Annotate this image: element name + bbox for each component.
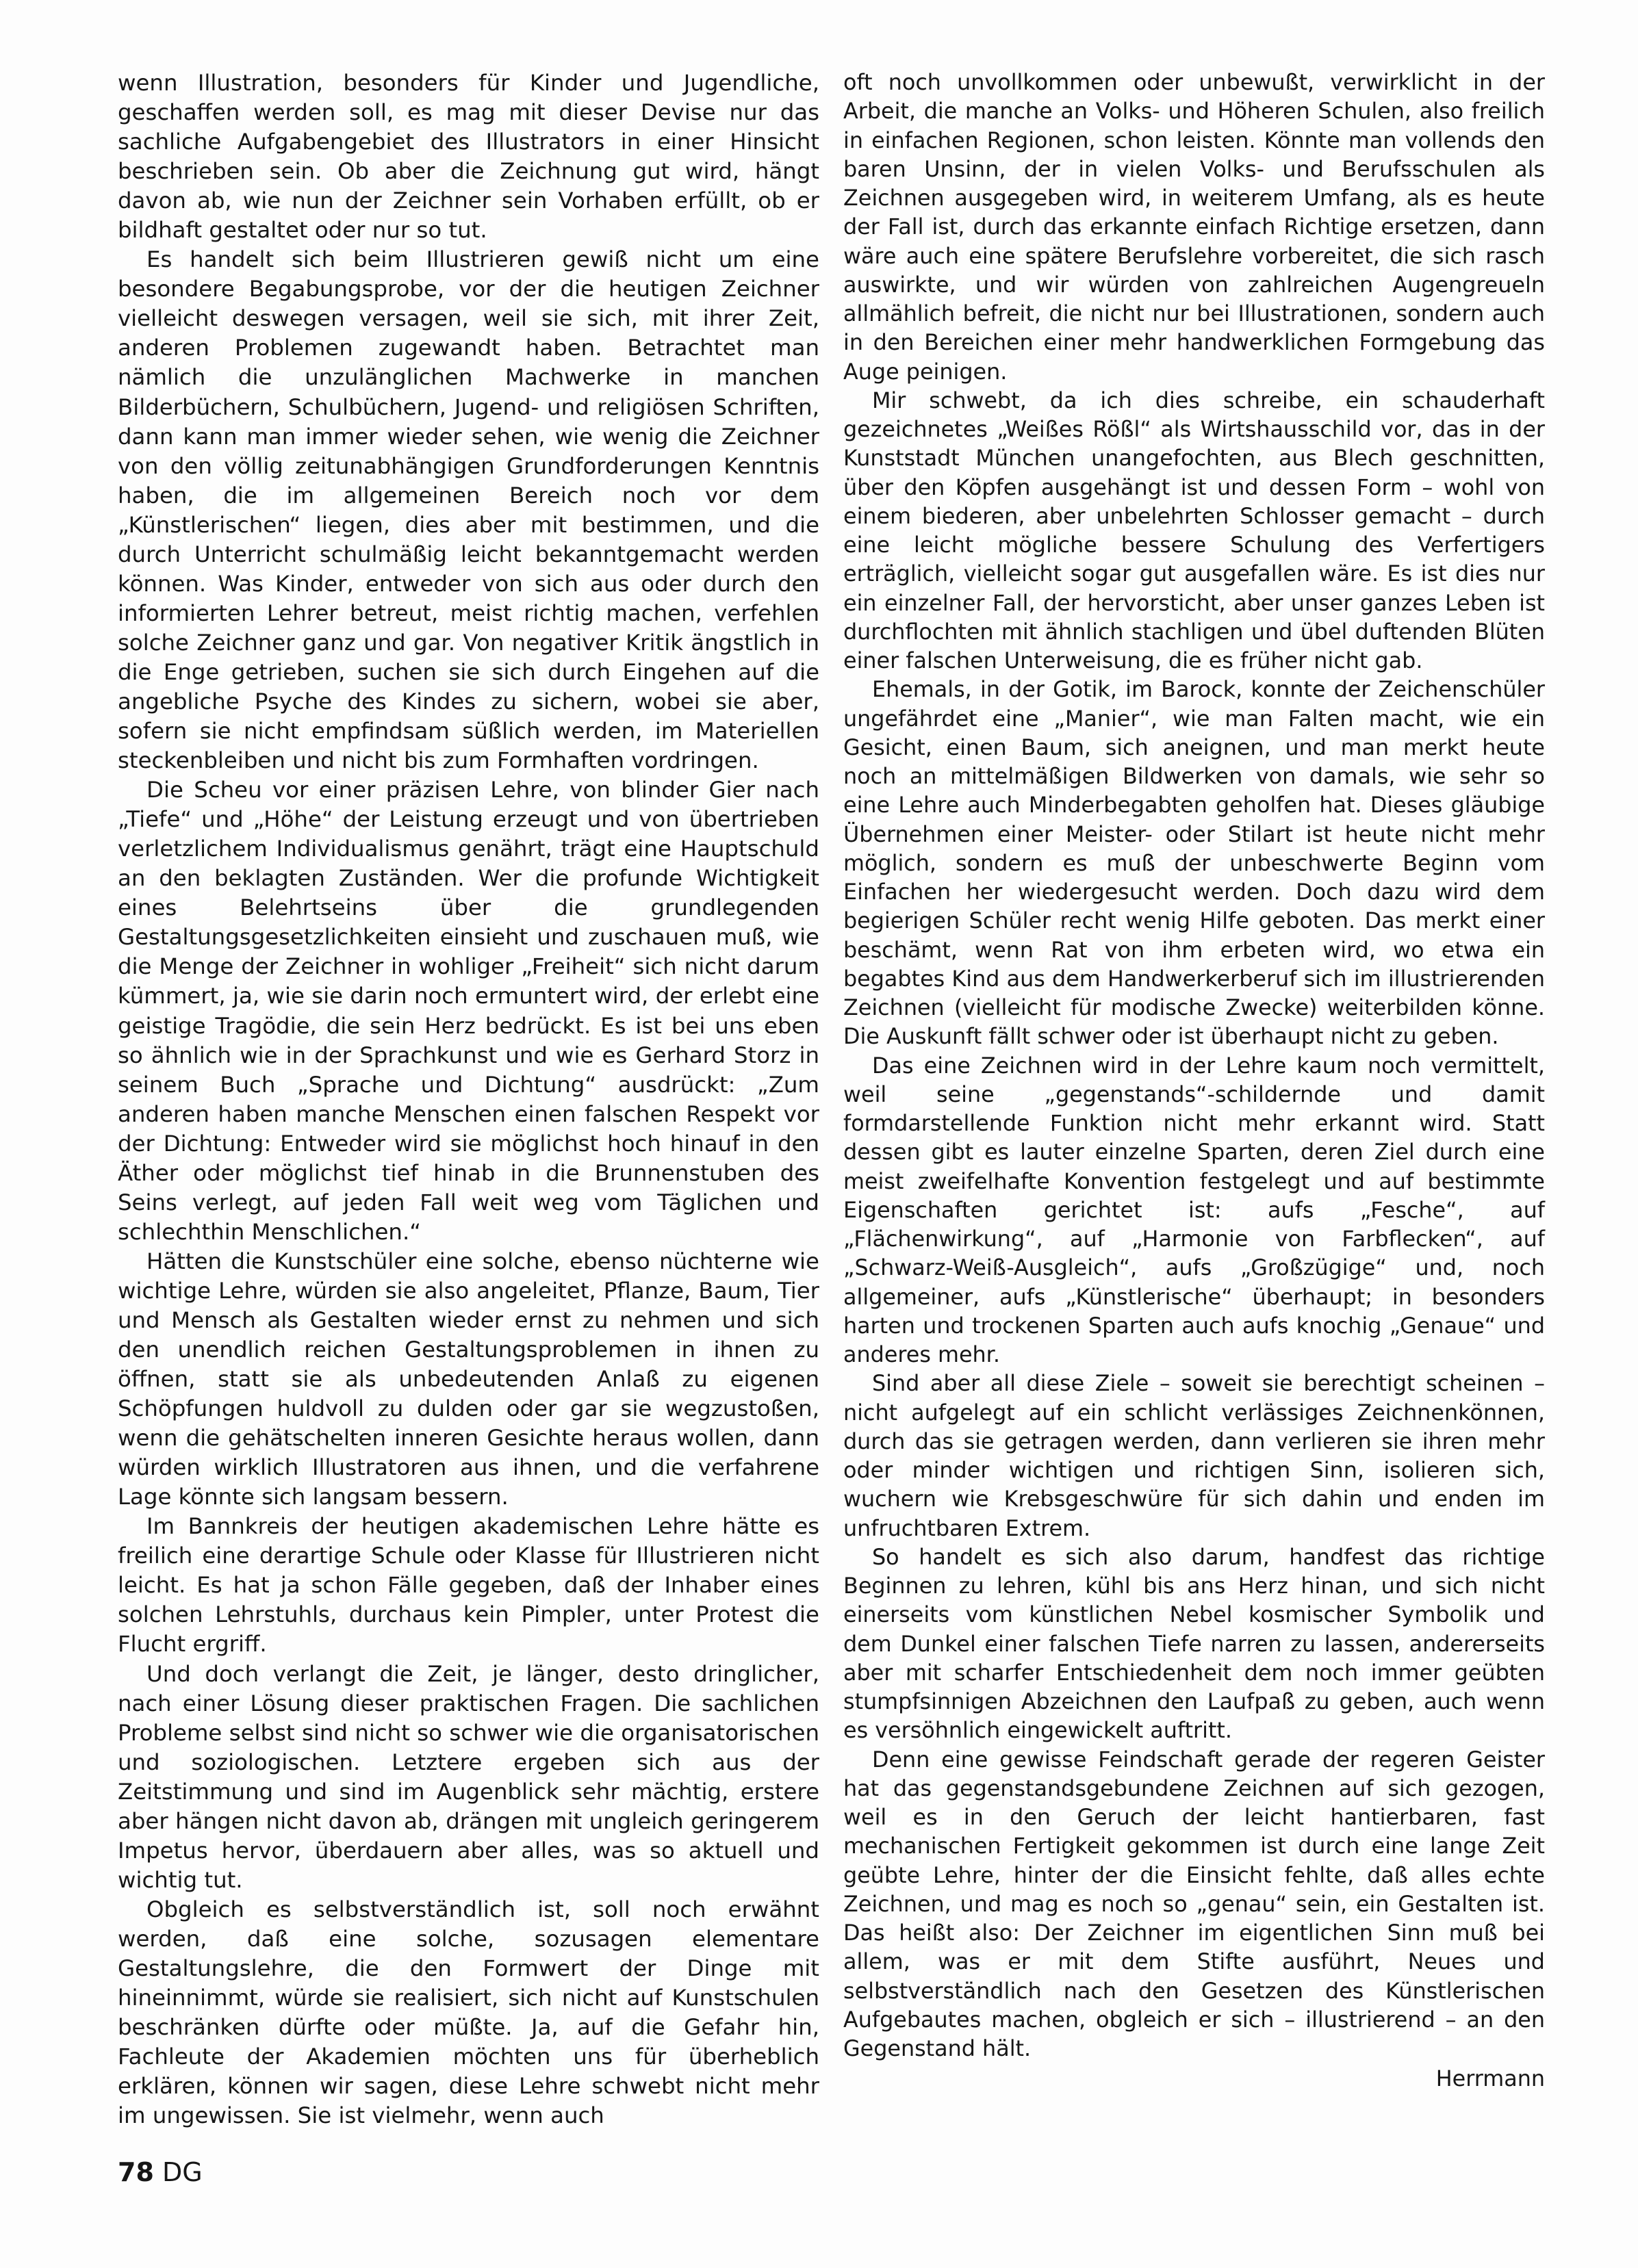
paragraph: Obgleich es selbstverständlich ist, soll noch erwähnt werden, daß eine solche, sozusagen elementare Gestaltungslehre, die den Formwert der Dinge mit hineinnimmt, würde sie realisiert, sich nicht auf Kunstschulen beschränken dürfte oder müßte. Ja, auf die Gefahr hin, Fachleute der Akademien möchten uns für überheblich erklären, können wir sagen, diese Lehre schwebt nicht mehr im ungewissen. Sie ist vielmehr, wenn auch: [118, 1896, 819, 2129]
paragraph: Ehemals, in der Gotik, im Barock, konnte der Zeichenschüler ungefährdet eine „Manier“, wie man Falten macht, wie ein Gesicht, einen Baum, sich aneignen, und man merkt heute noch an mittelmäßigen Bildwerken von damals, wie sehr so eine Lehre auch Minderbegabten geholfen hat. Dieses gläubige Übernehmen einer Meister- oder Stilart ist heute nicht mehr möglich, sondern es muß der unbeschwerte Beginn vom Einfachen her wiedergesucht werden. Doch dazu wird dem begierigen Schüler recht wenig Hilfe geboten. Das merkt einer beschämt, wenn Rat von ihm erbeten wird, wo etwa ein begabtes Kind aus dem Handwerkerberuf sich im illustrierenden Zeichnen (vielleicht für modische Zwecke) weiterbilden könne. Die Auskunft fällt schwer oder ist überhaupt nicht zu geben.: [843, 677, 1545, 1050]
paragraph: Die Scheu vor einer präzisen Lehre, von blinder Gier nach „Tiefe“ und „Höhe“ der Leistung erzeugt und von übertrieben verletzlichem Individualismus genährt, trägt eine Hauptschuld an den beklagten Zuständen. Wer die profunde Wichtigkeit eines Belehrtseins über die grundlegenden Gestaltungsgesetzlichkeiten einsieht und zuschauen muß, wie die Menge der Zeichner in wohliger „Freiheit“ sich nicht darum kümmert, ja, wie sie darin noch ermuntert wird, der erlebt eine geistige Tragödie, die sein Herz bedrückt. Es ist bei uns eben so ähnlich wie in der Sprachkunst und wie es Gerhard Storz in seinem Buch „Sprache und Dichtung“ ausdrückt: „Zum anderen haben manche Menschen einen falschen Respekt vor der Dichtung: Entweder wird sie möglichst hoch hinauf in den Äther oder möglichst tief hinab in die Brunnenstuben des Seins verlegt, auf jeden Fall weit weg vom Täglichen und schlechthin Menschlichen.“: [118, 777, 819, 1245]
journal-abbreviation: DG: [162, 2157, 203, 2187]
paragraph: oft noch unvollkommen oder unbewußt, verwirklicht in der Arbeit, die manche an Volks- und Höheren Schulen, also freilich in einfachen Regionen, schon leisten. Könnte man vollends den baren Unsinn, der in vielen Volks- und Berufsschulen als Zeichnen ausgegeben wird, in weiterem Umfang, als es heute der Fall ist, durch das erkannte einfach Richtige ersetzen, dann wäre auch eine spätere Berufslehre vorbereitet, die sich rasch auswirkte, und wir würden von zahlreichen Augengreueln allmählich befreit, die nicht nur bei Illustrationen, sondern auch in den Bereichen einer mehr handwerklichen Formgebung das Auge peinigen.: [843, 70, 1545, 385]
paragraph: Es handelt sich beim Illustrieren gewiß nicht um eine besondere Begabungsprobe, vor der die heutigen Zeichner vielleicht deswegen versagen, weil sie sich, mit ihrer Zeit, anderen Problemen zugewandt haben. Betrachtet man nämlich die unzulänglichen Machwerke in manchen Bilderbüchern, Schulbüchern, Jugend- und religiösen Schriften, dann kann man immer wieder sehen, wie wenig die Zeichner von den völlig zeitunabhängigen Grundforderungen Kenntnis haben, die im allgemeinen Bereich noch vor dem „Künstlerischen“ liegen, dies aber mit bestimmen, und die durch Unterricht schulmäßig leicht bekanntgemacht werden können. Was Kinder, entweder von sich aus oder durch den informierten Lehrer betreut, meist richtig machen, verfehlen solche Zeichner ganz und gar. Von negativer Kritik ängstlich in die Enge getrieben, suchen sie sich durch Eingehen auf die angebliche Psyche des Kindes zu sichern, wobei sie aber, sofern sie nicht empfindsam süßlich werden, im Materiellen steckenbleiben und nicht bis zum Formhaften vordringen.: [118, 246, 819, 774]
paragraph: Das eine Zeichnen wird in der Lehre kaum noch vermittelt, weil seine „gegenstands“-schildernde und damit formdarstellende Funktion nicht mehr erkannt wird. Statt dessen gibt es lauter einzelne Sparten, deren Ziel durch eine meist zweifelhafte Konvention festgelegt und auf bestimmte Eigenschaften gerichtet ist: aufs „Fesche“, auf „Flächenwirkung“, auf „Harmonie von Farbflecken“, auf „Schwarz-Weiß-Ausgleich“, aufs „Großzügige“ und, noch allgemeiner, aufs „Künstlerische“ überhaupt; in besonders harten und trockenen Sparten auch aufs knochig „Genaue“ und anderes mehr.: [843, 1053, 1545, 1367]
paragraph: Mir schwebt, da ich dies schreibe, ein schauderhaft gezeichnetes „Weißes Rößl“ als Wirtshausschild vor, das in der Kunststadt München unangefochten, aus Blech geschnitten, über den Köpfen ausgehängt ist und dessen Form – wohl von einem biederen, aber unbelehrten Schlosser gemacht – durch eine leicht mögliche bessere Schulung des Verfertigers erträglich, vielleicht sogar gut ausgefallen wäre. Es ist dies nur ein einzelner Fall, der hervorsticht, aber unser ganzes Leben ist durchflochten mit ähnlich stachligen und übel duftenden Blüten einer falschen Unterweisung, die es früher nicht gab.: [843, 387, 1545, 673]
paragraph: Und doch verlangt die Zeit, je länger, desto dringlicher, nach einer Lösung dieser praktischen Fragen. Die sachlichen Probleme selbst sind nicht so schwer wie die organisatorischen und soziologischen. Letztere ergeben sich aus der Zeitstimmung und sind im Augenblick sehr mächtig, erstere aber hängen nicht davon ab, drängen mit ungleich geringerem Impetus hervor, überdauern aber alles, was so aktuell und wichtig tut.: [118, 1660, 819, 1893]
left-column: [118, 68, 819, 2130]
right-column: [843, 68, 1545, 2094]
paragraph: wenn Illustration, besonders für Kinder und Jugendliche, geschaffen werden soll, es mag mit dieser Devise nur das sachliche Aufgabengebiet des Illustrators in einer Hinsicht beschrieben sein. Ob aber die Zeichnung gut wird, hängt davon ab, wie nun der Zeichner sein Vorhaben erfüllt, ob er bildhaft gestaltet oder nur so tut.: [118, 70, 819, 244]
author-signature: Herrmann: [1435, 2066, 1545, 2092]
paragraph: Hätten die Kunstschüler eine solche, ebenso nüchterne wie wichtige Lehre, würden sie also angeleitet, Pflanze, Baum, Tier und Mensch als Gestalten wieder ernst zu nehmen und sich den unendlich reichen Gestaltungsproblemen in ihnen zu öffnen, statt sie als unbedeutenden Anlaß zu eigenen Schöpfungen huldvoll zu dulden oder gar sie wegzustoßen, wenn die gehätschelten inneren Gesichte heraus wollen, dann würden wirklich Illustratoren aus ihnen, und die verfahrene Lage könnte sich langsam bessern.: [118, 1248, 819, 1510]
page-footer: [118, 2156, 203, 2189]
paragraph: So handelt es sich also darum, handfest das richtige Beginnen zu lehren, kühl bis ans Herz hinan, und sich nicht einerseits vom künstlichen Nebel kosmischer Symbolik und dem Dunkel einer falschen Tiefe narren zu lassen, andererseits aber mit scharfer Entschiedenheit dem noch immer geübten stumpfsinnigen Abzeichnen den Laufpaß zu geben, auch wenn es versöhnlich eingewickelt auftritt.: [843, 1544, 1545, 1744]
page-number: 78: [118, 2157, 154, 2187]
paragraph: Denn eine gewisse Feindschaft gerade der regeren Geister hat das gegenstandsgebundene Zeichnen auf sich gezogen, weil es in den Geruch der leicht hantierbaren, fast mechanischen Fertigkeit gekommen ist durch eine lange Zeit geübte Lehre, hinter der die Einsicht fehlte, daß alles echte Zeichnen, und mag es noch so „genau“ sein, ein Gestalten ist. Das heißt also: Der Zeichner im eigentlichen Sinn muß bei allem, was er mit dem Stifte ausführt, Neues und selbstverständlich nach den Gesetzen des Künstlerischen Aufgebautes machen, obgleich er sich – illustrierend – an den Gegenstand hält.: [843, 1747, 1545, 2061]
paragraph: Sind aber all diese Ziele – soweit sie berechtigt scheinen – nicht aufgelegt auf ein schlicht verlässiges Zeichnenkönnen, durch das sie getragen werden, dann verlieren sie ihren mehr oder minder wichtigen und richtigen Sinn, isolieren sich, wuchern wie Krebsgeschwüre für sich dahin und enden im unfruchtbaren Extrem.: [843, 1371, 1545, 1541]
paragraph: Im Bannkreis der heutigen akademischen Lehre hätte es freilich eine derartige Schule oder Klasse für Illustrieren nicht leicht. Es hat ja schon Fälle gegeben, daß der Inhaber eines solchen Lehrstuhls, durchaus kein Pimpler, unter Protest die Flucht ergriff.: [118, 1513, 819, 1658]
